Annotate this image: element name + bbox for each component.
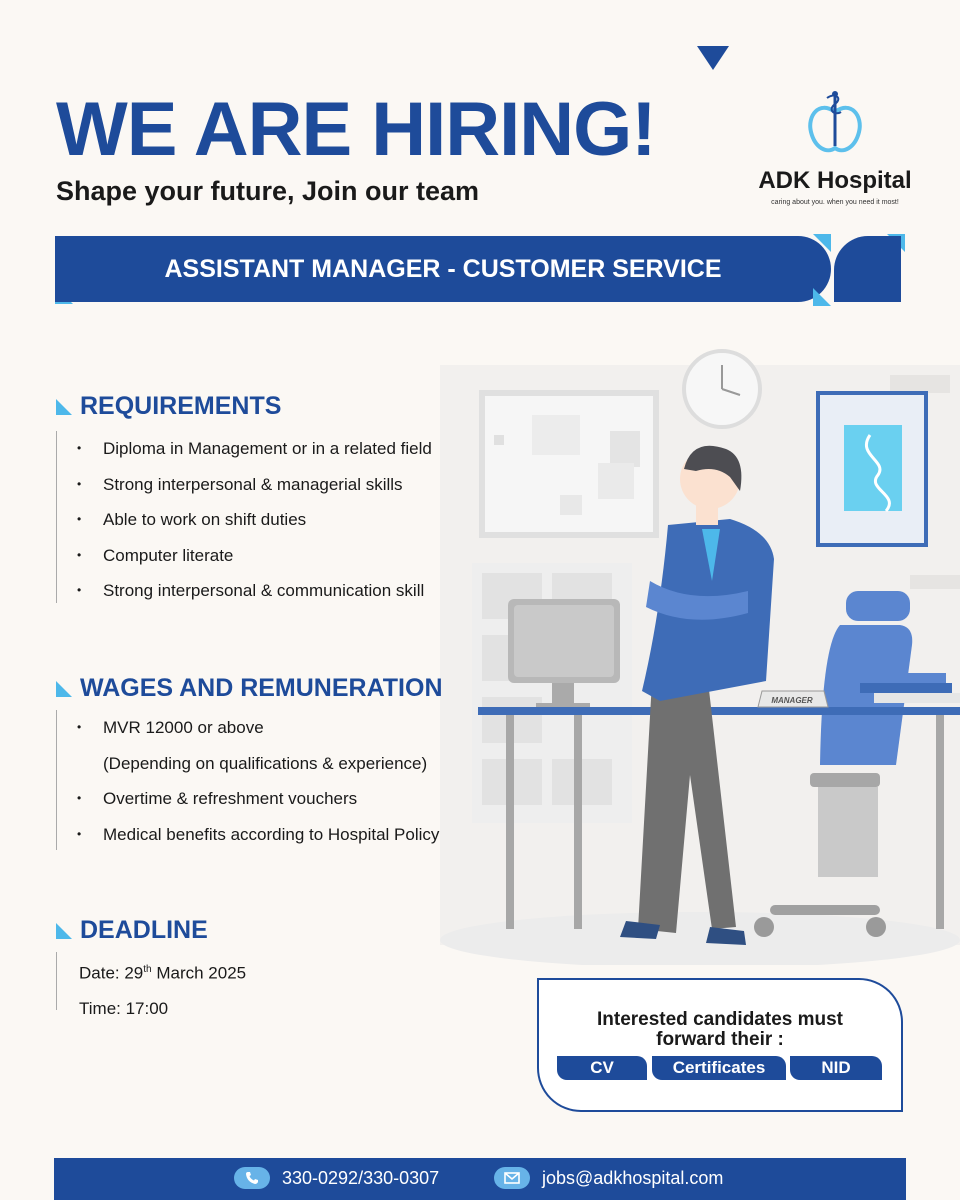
email-contact[interactable] — [494, 1167, 723, 1189]
wall-clock-icon — [684, 351, 760, 427]
application-info-box — [537, 978, 903, 1112]
mail-icon — [494, 1167, 530, 1189]
contact-footer — [54, 1158, 906, 1200]
list-item: • Strong interpersonal & managerial skills — [79, 467, 499, 503]
list-item: • Able to work on shift duties — [79, 502, 499, 538]
list-item: • Computer literate — [79, 538, 499, 574]
tagline: Shape your future, Join our team — [56, 176, 480, 206]
framed-picture — [818, 393, 926, 545]
logo-name: ADK Hospital — [758, 167, 912, 194]
list-item: • Medical benefits according to Hospital Policy — [79, 817, 509, 853]
list-item: • MVR 12000 or above — [79, 710, 509, 746]
list-item: • Diploma in Management or in a related field — [79, 431, 499, 467]
hospital-logo — [755, 88, 915, 206]
section-marker-icon — [56, 681, 72, 697]
office-illustration — [430, 345, 960, 965]
wages-title-text: WAGES AND REMUNERATION — [80, 674, 443, 702]
phone-number: 330-0292/330-0307 — [282, 1167, 440, 1188]
nameplate-text: MANAGER — [771, 696, 813, 705]
position-title: ASSISTANT MANAGER - CUSTOMER SERVICE — [164, 254, 722, 283]
section-marker-icon — [56, 399, 72, 415]
apple-caduceus-icon — [805, 88, 865, 156]
requirements-list — [56, 431, 499, 603]
deadline-details — [56, 952, 379, 1018]
deadline-time: Time: 17:00 — [79, 998, 169, 1018]
phone-icon — [234, 1167, 270, 1189]
email-address: jobs@adkhospital.com — [542, 1167, 724, 1188]
list-item: • Strong interpersonal & communication skill — [79, 573, 499, 609]
list-item-note: (Depending on qualifications & experience) — [103, 753, 428, 773]
application-instructions: Interested candidates must forward their : — [596, 1009, 844, 1050]
section-marker-icon — [56, 923, 72, 939]
whiteboard — [482, 393, 656, 535]
headline: WE ARE HIRING! — [56, 87, 656, 172]
corner-triangle-decoration — [697, 46, 729, 72]
desk-nameplate — [758, 691, 828, 707]
deadline-date: Date: 29th March 2025 — [79, 963, 247, 983]
requirements-title-text: REQUIREMENTS — [80, 392, 282, 420]
logo-slogan: caring about you. when you need it most! — [771, 199, 899, 206]
document-badge-cv: CV — [557, 1056, 647, 1080]
wages-title — [56, 674, 443, 703]
deadline-title-text: DEADLINE — [80, 916, 208, 944]
document-badge-certificates: Certificates — [652, 1056, 786, 1080]
deadline-title — [56, 916, 208, 945]
position-banner — [55, 236, 831, 302]
phone-contact[interactable] — [234, 1167, 439, 1189]
document-badge-nid: NID — [790, 1056, 882, 1080]
banner-right-block — [834, 236, 901, 302]
list-item: • Overtime & refreshment vouchers — [79, 781, 509, 817]
wages-list — [56, 710, 509, 850]
requirements-title — [56, 392, 281, 421]
